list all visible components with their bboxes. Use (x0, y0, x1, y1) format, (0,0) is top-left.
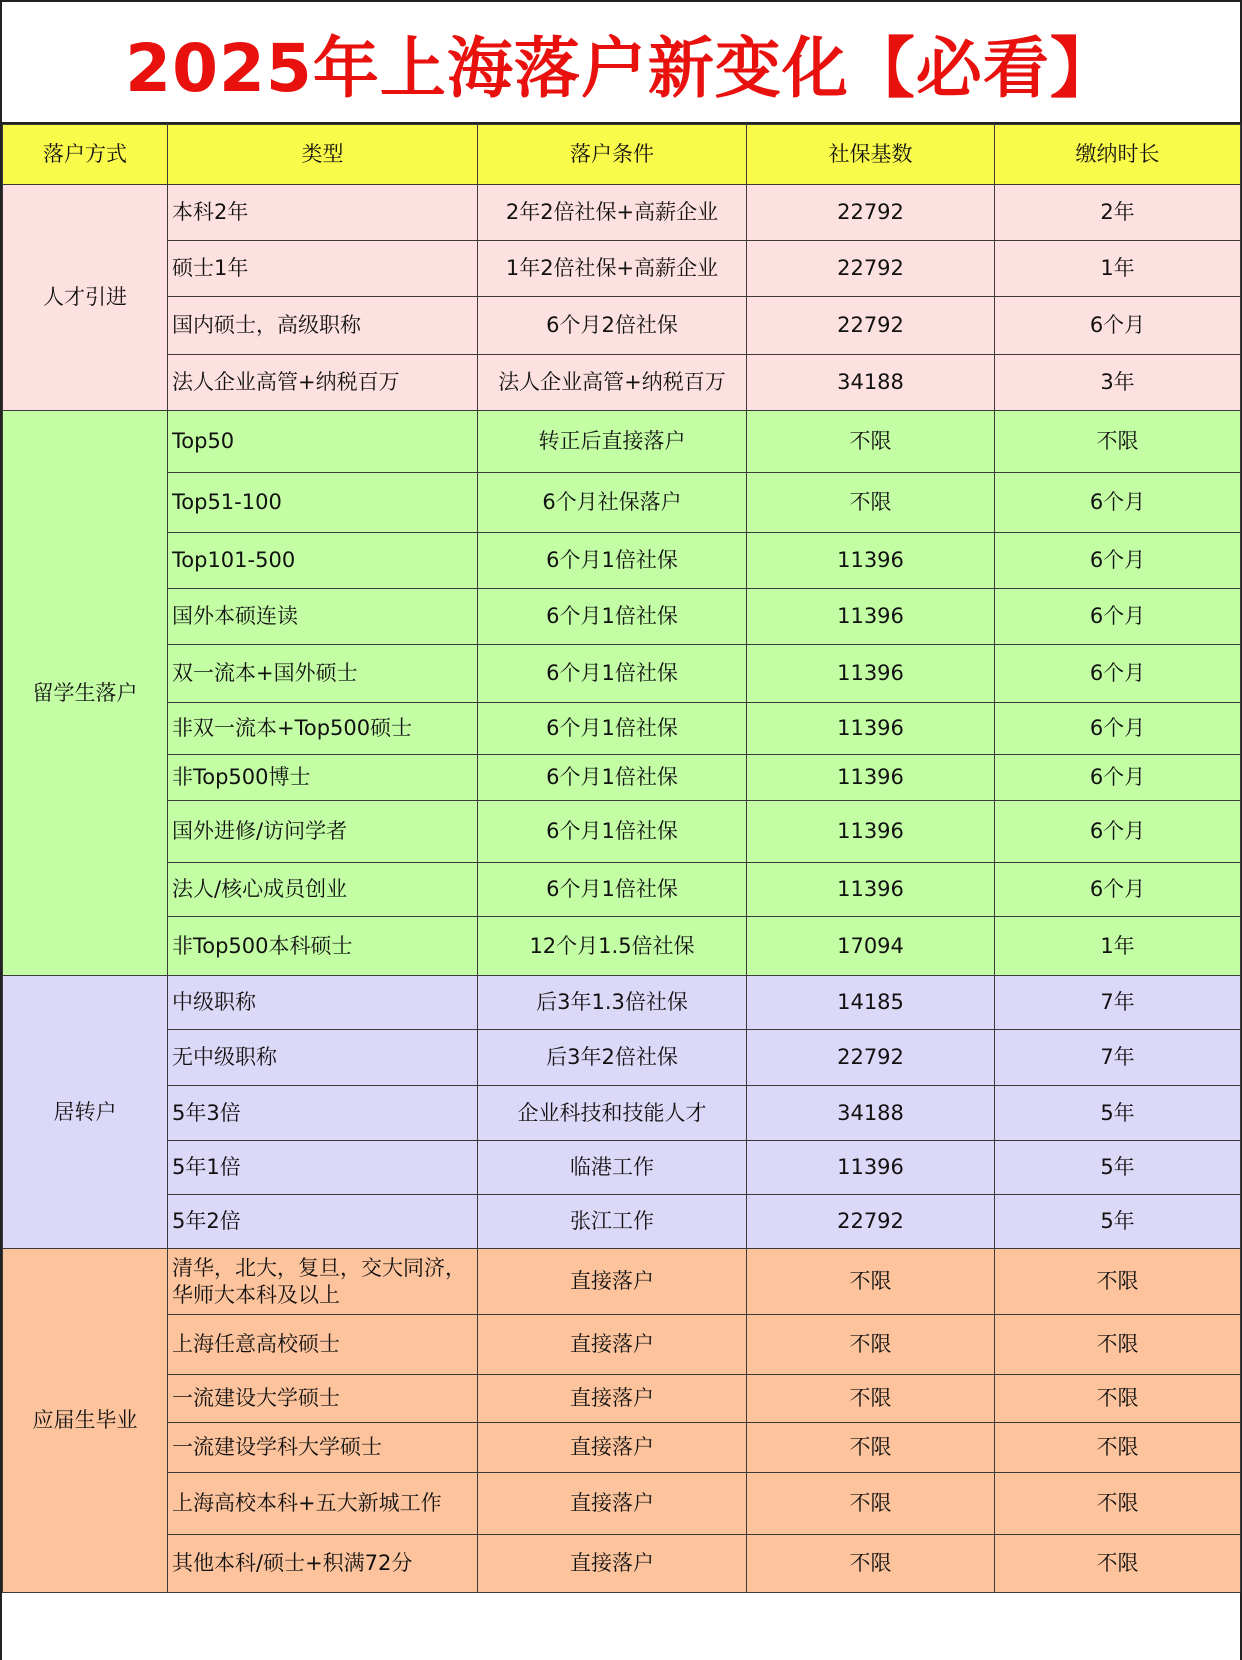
category-cell: 应届生毕业 (3, 1249, 168, 1593)
duration-cell: 1年 (995, 917, 1241, 976)
type-cell: 上海任意高校硕士 (168, 1315, 478, 1375)
type-cell: 硕士1年 (168, 241, 478, 297)
base-cell: 17094 (747, 917, 995, 976)
condition-cell: 6个月1倍社保 (478, 645, 747, 703)
base-cell: 11396 (747, 533, 995, 589)
duration-cell: 不限 (995, 1423, 1241, 1473)
type-cell: 国内硕士，高级职称 (168, 297, 478, 355)
duration-cell: 7年 (995, 976, 1241, 1030)
base-cell: 不限 (747, 411, 995, 473)
table-row (3, 863, 1241, 917)
category-cell: 留学生落户 (3, 411, 168, 976)
condition-cell: 直接落户 (478, 1535, 747, 1593)
table-header-row (3, 125, 1241, 185)
table-row (3, 801, 1241, 863)
base-cell: 不限 (747, 1473, 995, 1535)
table-row (3, 1375, 1241, 1423)
header-base: 社保基数 (747, 125, 995, 185)
base-cell: 34188 (747, 1086, 995, 1141)
duration-cell: 7年 (995, 1030, 1241, 1086)
duration-cell: 1年 (995, 241, 1241, 297)
condition-cell: 6个月1倍社保 (478, 801, 747, 863)
condition-cell: 直接落户 (478, 1315, 747, 1375)
base-cell: 不限 (747, 1423, 995, 1473)
condition-cell: 6个月1倍社保 (478, 589, 747, 645)
table-row (3, 1030, 1241, 1086)
condition-cell: 企业科技和技能人才 (478, 1086, 747, 1141)
base-cell: 22792 (747, 1195, 995, 1249)
duration-cell: 6个月 (995, 645, 1241, 703)
duration-cell: 不限 (995, 1535, 1241, 1593)
condition-cell: 直接落户 (478, 1423, 747, 1473)
table-row (3, 1535, 1241, 1593)
condition-cell: 临港工作 (478, 1141, 747, 1195)
condition-cell: 6个月1倍社保 (478, 863, 747, 917)
base-cell: 22792 (747, 1030, 995, 1086)
condition-cell: 直接落户 (478, 1249, 747, 1315)
condition-cell: 转正后直接落户 (478, 411, 747, 473)
base-cell: 22792 (747, 297, 995, 355)
type-cell: 非双一流本+Top500硕士 (168, 703, 478, 755)
duration-cell: 5年 (995, 1141, 1241, 1195)
duration-cell: 2年 (995, 185, 1241, 241)
category-cell: 人才引进 (3, 185, 168, 411)
type-cell: 无中级职称 (168, 1030, 478, 1086)
duration-cell: 不限 (995, 1473, 1241, 1535)
duration-cell: 6个月 (995, 863, 1241, 917)
duration-cell: 5年 (995, 1086, 1241, 1141)
type-cell: 一流建设大学硕士 (168, 1375, 478, 1423)
base-cell: 22792 (747, 241, 995, 297)
table-row (3, 473, 1241, 533)
base-cell: 11396 (747, 863, 995, 917)
duration-cell: 6个月 (995, 703, 1241, 755)
condition-cell: 后3年1.3倍社保 (478, 976, 747, 1030)
table-row (3, 1141, 1241, 1195)
type-cell: 一流建设学科大学硕士 (168, 1423, 478, 1473)
type-cell: 双一流本+国外硕士 (168, 645, 478, 703)
settlement-table (2, 124, 1241, 1593)
condition-cell: 12个月1.5倍社保 (478, 917, 747, 976)
duration-cell: 3年 (995, 355, 1241, 411)
type-cell: 法人/核心成员创业 (168, 863, 478, 917)
type-cell: 法人企业高管+纳税百万 (168, 355, 478, 411)
header-duration: 缴纳时长 (995, 125, 1241, 185)
base-cell: 不限 (747, 1249, 995, 1315)
duration-cell: 5年 (995, 1195, 1241, 1249)
base-cell: 不限 (747, 473, 995, 533)
table-row (3, 976, 1241, 1030)
type-cell: 中级职称 (168, 976, 478, 1030)
duration-cell: 6个月 (995, 801, 1241, 863)
table-row (3, 411, 1241, 473)
base-cell: 11396 (747, 645, 995, 703)
table-row (3, 1315, 1241, 1375)
condition-cell: 直接落户 (478, 1473, 747, 1535)
table-row (3, 917, 1241, 976)
base-cell: 不限 (747, 1535, 995, 1593)
table-row (3, 589, 1241, 645)
table-row (3, 703, 1241, 755)
condition-cell: 6个月1倍社保 (478, 533, 747, 589)
table-row (3, 533, 1241, 589)
type-cell: 国外本硕连读 (168, 589, 478, 645)
condition-cell: 1年2倍社保+高薪企业 (478, 241, 747, 297)
condition-cell: 法人企业高管+纳税百万 (478, 355, 747, 411)
base-cell: 22792 (747, 185, 995, 241)
type-cell: Top50 (168, 411, 478, 473)
duration-cell: 6个月 (995, 589, 1241, 645)
type-cell: 5年2倍 (168, 1195, 478, 1249)
duration-cell: 不限 (995, 1249, 1241, 1315)
table-row (3, 297, 1241, 355)
condition-cell: 6个月2倍社保 (478, 297, 747, 355)
type-cell: 非Top500博士 (168, 755, 478, 801)
base-cell: 11396 (747, 589, 995, 645)
table-row (3, 355, 1241, 411)
condition-cell: 6个月1倍社保 (478, 703, 747, 755)
table-row (3, 1473, 1241, 1535)
duration-cell: 不限 (995, 1375, 1241, 1423)
base-cell: 11396 (747, 1141, 995, 1195)
table-row (3, 645, 1241, 703)
condition-cell: 2年2倍社保+高薪企业 (478, 185, 747, 241)
table-row (3, 1086, 1241, 1141)
condition-cell: 6个月社保落户 (478, 473, 747, 533)
category-cell: 居转户 (3, 976, 168, 1249)
base-cell: 11396 (747, 801, 995, 863)
type-cell: 本科2年 (168, 185, 478, 241)
table-row (3, 241, 1241, 297)
type-cell: 清华，北大，复旦，交大同济，华师大本科及以上 (168, 1249, 478, 1315)
header-type: 类型 (168, 125, 478, 185)
type-cell: Top51-100 (168, 473, 478, 533)
base-cell: 34188 (747, 355, 995, 411)
base-cell: 14185 (747, 976, 995, 1030)
base-cell: 11396 (747, 703, 995, 755)
table-row (3, 1249, 1241, 1315)
condition-cell: 张江工作 (478, 1195, 747, 1249)
base-cell: 不限 (747, 1375, 995, 1423)
type-cell: 5年1倍 (168, 1141, 478, 1195)
base-cell: 11396 (747, 755, 995, 801)
table-row (3, 185, 1241, 241)
type-cell: 非Top500本科硕士 (168, 917, 478, 976)
table-row (3, 1423, 1241, 1473)
type-cell: 上海高校本科+五大新城工作 (168, 1473, 478, 1535)
table-row (3, 755, 1241, 801)
duration-cell: 6个月 (995, 755, 1241, 801)
duration-cell: 6个月 (995, 473, 1241, 533)
duration-cell: 不限 (995, 1315, 1241, 1375)
type-cell: 5年3倍 (168, 1086, 478, 1141)
condition-cell: 后3年2倍社保 (478, 1030, 747, 1086)
base-cell: 不限 (747, 1315, 995, 1375)
table-row (3, 1195, 1241, 1249)
condition-cell: 6个月1倍社保 (478, 755, 747, 801)
duration-cell: 6个月 (995, 533, 1241, 589)
table-body (3, 185, 1241, 1593)
duration-cell: 不限 (995, 411, 1241, 473)
page-title: 2025年上海落户新变化【必看】 (2, 2, 1240, 124)
condition-cell: 直接落户 (478, 1375, 747, 1423)
header-condition: 落户条件 (478, 125, 747, 185)
type-cell: 其他本科/硕士+积满72分 (168, 1535, 478, 1593)
type-cell: Top101-500 (168, 533, 478, 589)
duration-cell: 6个月 (995, 297, 1241, 355)
type-cell: 国外进修/访问学者 (168, 801, 478, 863)
header-method: 落户方式 (3, 125, 168, 185)
